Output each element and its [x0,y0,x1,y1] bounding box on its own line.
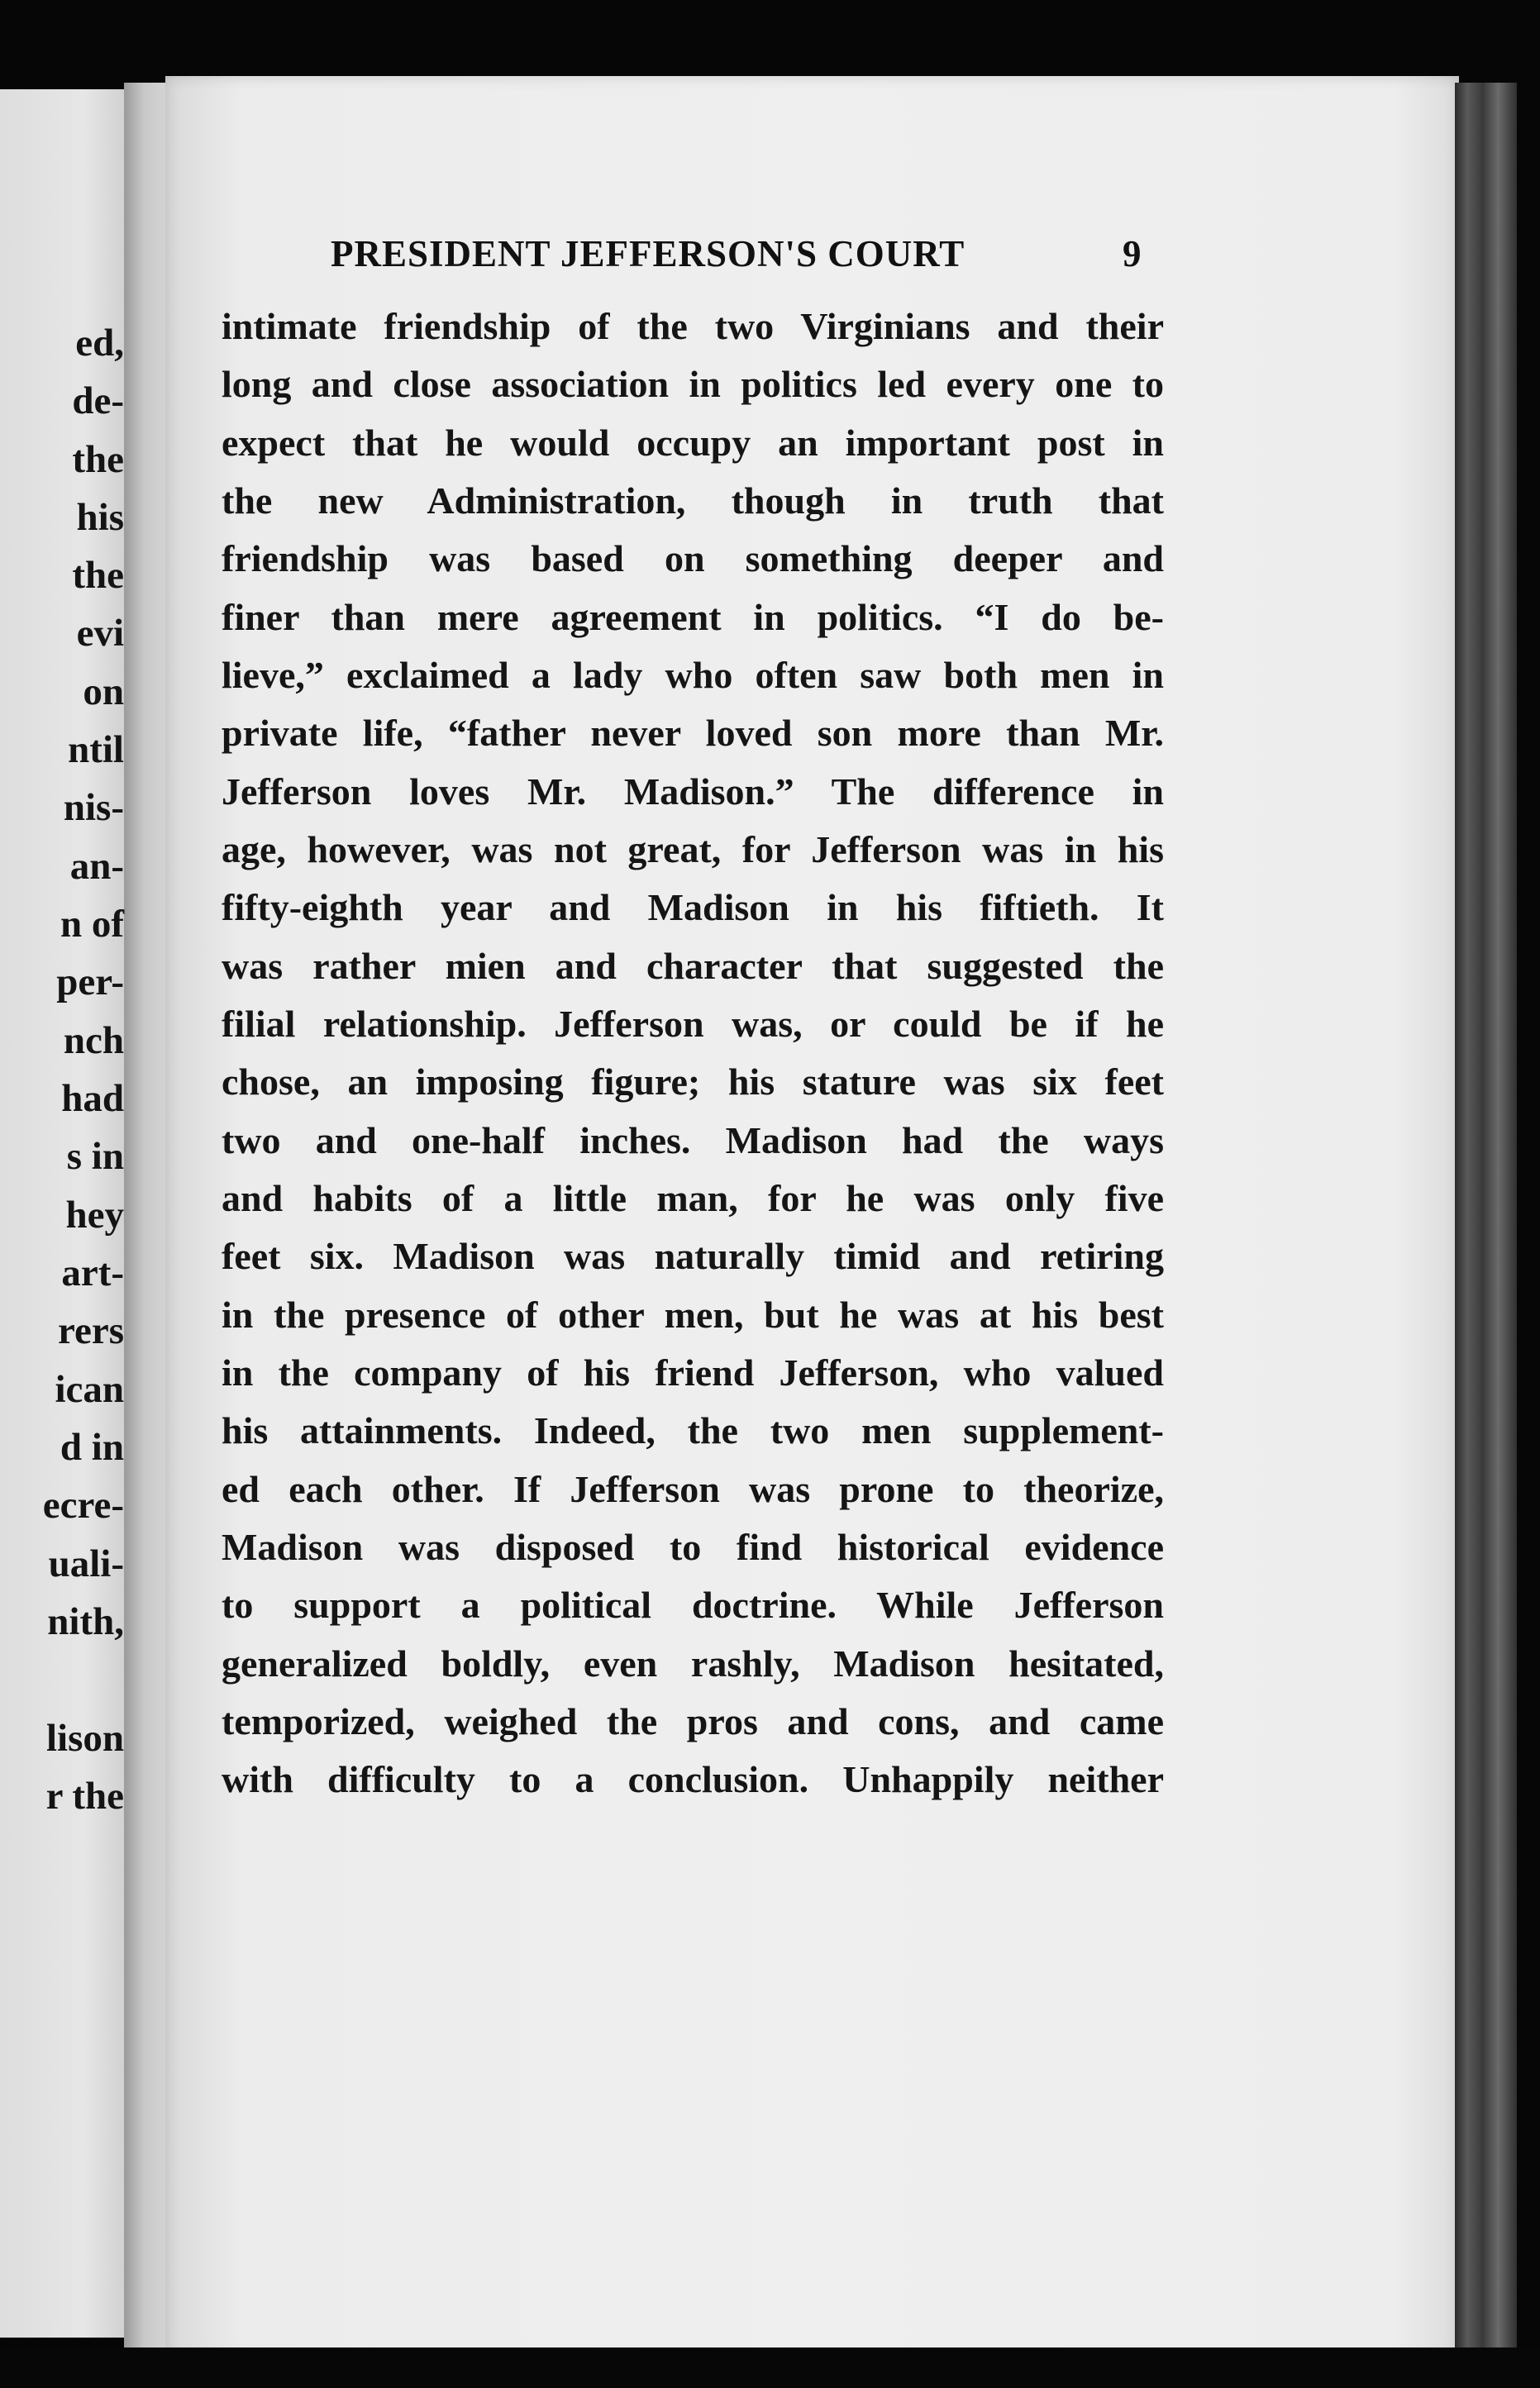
text-line: age, however, was not great, for Jefferson was in his [222,828,1164,870]
text-line: with difficulty to a conclusion. Unhappily neither [222,1758,1164,1800]
fragment-line: his [76,496,124,539]
text-line: fifty-eighth year and Madison in his fiftieth. It [222,886,1164,928]
text-line: was rather mien and character that suggested the [222,945,1164,987]
text-line: intimate friendship of the two Virginians and their [222,305,1164,347]
fragment-line: ican [55,1368,124,1411]
text-line: the new Administration, though in truth that [222,479,1164,522]
fragment-line: the [72,554,124,597]
text-line: feet six. Madison was naturally timid and retiring [222,1235,1164,1277]
text-line: lieve,” exclaimed a lady who often saw both men in [222,654,1164,696]
fragment-line: lison [45,1717,124,1760]
page-stack-edge [1455,83,1517,2364]
fragment-line: de- [72,379,124,422]
text-line: generalized boldly, even rashly, Madison hesitated, [222,1642,1164,1685]
page-number: 9 [1123,233,1142,274]
fragment-line: n of [60,903,124,946]
running-head-title: PRESIDENT JEFFERSON'S COURT [331,233,965,274]
scan-background [0,2347,1540,2388]
text-line: private life, “father never loved son more than Mr. [222,712,1164,754]
text-line: Madison was disposed to find historical evidence [222,1526,1164,1568]
fragment-line: on [83,670,124,713]
fragment-line: ntil [68,728,124,771]
text-line: his attainments. Indeed, the two men supplement- [222,1409,1164,1451]
fragment-line: ecre- [42,1484,124,1527]
fragment-line: per- [56,960,124,1003]
fragment-line: had [61,1077,124,1120]
text-line: in the presence of other men, but he was at his best [222,1294,1164,1336]
fragment-line: art- [61,1251,124,1294]
text-line: finer than mere agreement in politics. “I do be- [222,596,1164,638]
fragment-line: d in [60,1426,124,1469]
fragment-line: an- [69,845,124,888]
fragment-line: rers [57,1309,124,1352]
fragment-line: evi [76,612,124,655]
text-line: in the company of his friend Jefferson, who valued [222,1351,1164,1394]
text-line: ed each other. If Jefferson was prone to theorize, [222,1468,1164,1510]
text-line: two and one-half inches. Madison had the ways [222,1119,1164,1161]
fragment-line: nith, [47,1600,124,1643]
text-line: to support a political doctrine. While Jefferson [222,1584,1164,1626]
text-line: Jefferson loves Mr. Madison.” The difference in [222,770,1164,813]
fragment-line: nch [63,1019,124,1062]
fragment-line: s in [66,1135,124,1178]
text-line: long and close association in politics led every one to [222,363,1164,405]
text-line: filial relationship. Jefferson was, or could be if he [222,1003,1164,1045]
text-line: chose, an imposing figure; his stature was six feet [222,1061,1164,1103]
fragment-line: r the [45,1775,124,1818]
fragment-line: nis- [63,786,124,829]
fragment-line: uali- [48,1542,124,1585]
text-line: and habits of a little man, for he was only five [222,1177,1164,1219]
fragment-line: ed, [75,322,124,365]
fragment-line: hey [65,1194,124,1237]
text-line: temporized, weighed the pros and cons, and came [222,1700,1164,1742]
fragment-line: the [72,438,124,481]
text-line: friendship was based on something deeper and [222,537,1164,579]
text-line: expect that he would occupy an important post in [222,422,1164,464]
